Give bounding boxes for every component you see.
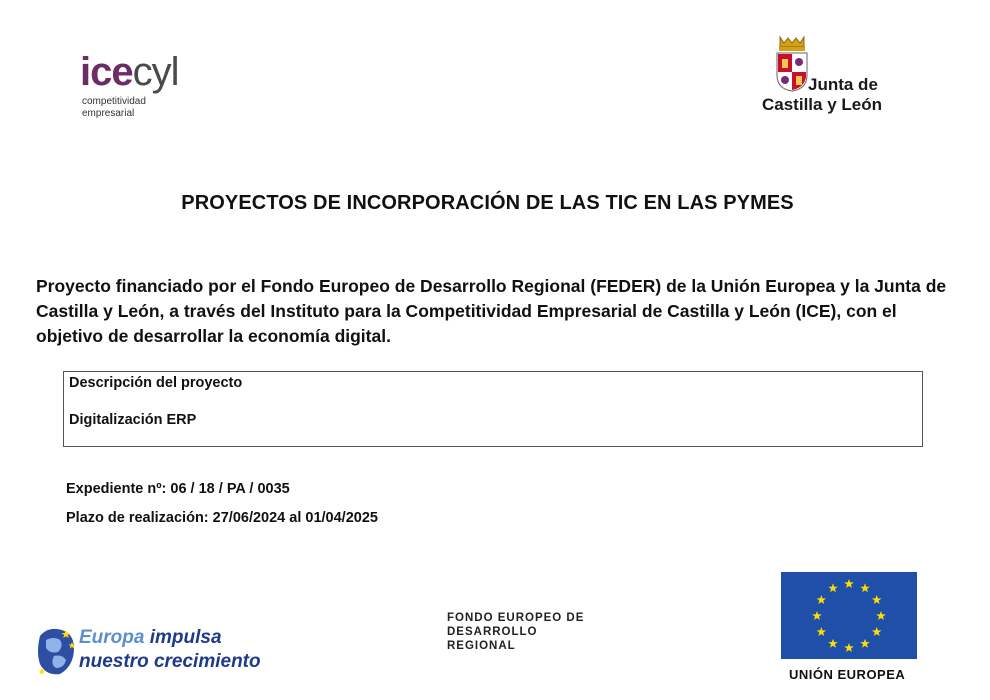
junta-logo-line1: Junta de <box>808 75 878 94</box>
icecyl-logo-part2: cyl <box>132 50 179 94</box>
project-description-label: Descripción del proyecto <box>69 375 243 391</box>
eu-label: UNIÓN EUROPEA <box>789 667 906 682</box>
europa-impulsa-text <box>79 626 261 674</box>
europa-logo-word1: Europa <box>79 627 145 648</box>
junta-logo-line2: Castilla y León <box>762 95 882 114</box>
europe-map-icon <box>34 624 78 678</box>
project-description-box <box>63 371 923 447</box>
eu-stars-icon <box>781 572 917 659</box>
icecyl-logo-line1: competitividad <box>82 96 146 107</box>
icecyl-logo <box>80 52 210 127</box>
europa-logo-line2: nuestro crecimiento <box>79 651 261 672</box>
execution-period: Plazo de realización: 27/06/2024 al 01/04/2025 <box>66 510 378 526</box>
feder-text <box>447 611 584 653</box>
europa-logo-word2: impulsa <box>149 627 222 648</box>
europa-impulsa-logo <box>34 622 264 682</box>
icecyl-logo-wordmark <box>80 52 179 92</box>
junta-castilla-leon-logo <box>762 35 910 120</box>
icecyl-logo-part1: ice <box>80 50 133 94</box>
feder-line1: FONDO EUROPEO DE <box>447 612 585 624</box>
feder-line3: REGIONAL <box>447 640 516 652</box>
icecyl-logo-line2: empresarial <box>82 108 135 119</box>
page-title: PROYECTOS DE INCORPORACIÓN DE LAS TIC EN LAS PYMES <box>181 192 794 214</box>
junta-logo-text <box>762 75 882 115</box>
project-description-value: Digitalización ERP <box>69 412 197 428</box>
intro-paragraph: Proyecto financiado por el Fondo Europeo de Desarrollo Regional (FEDER) de la Unión Europea y la Junta de Castilla y León, a través del Instituto para la Competitividad Empresarial de Castilla y León (ICE), con el objetivo de desarrollar la economía digital. <box>36 276 947 346</box>
feder-line2: DESARROLLO <box>447 626 538 638</box>
eu-flag-icon <box>781 572 917 659</box>
expediente-number: Expediente nº: 06 / 18 / PA / 0035 <box>66 481 290 497</box>
